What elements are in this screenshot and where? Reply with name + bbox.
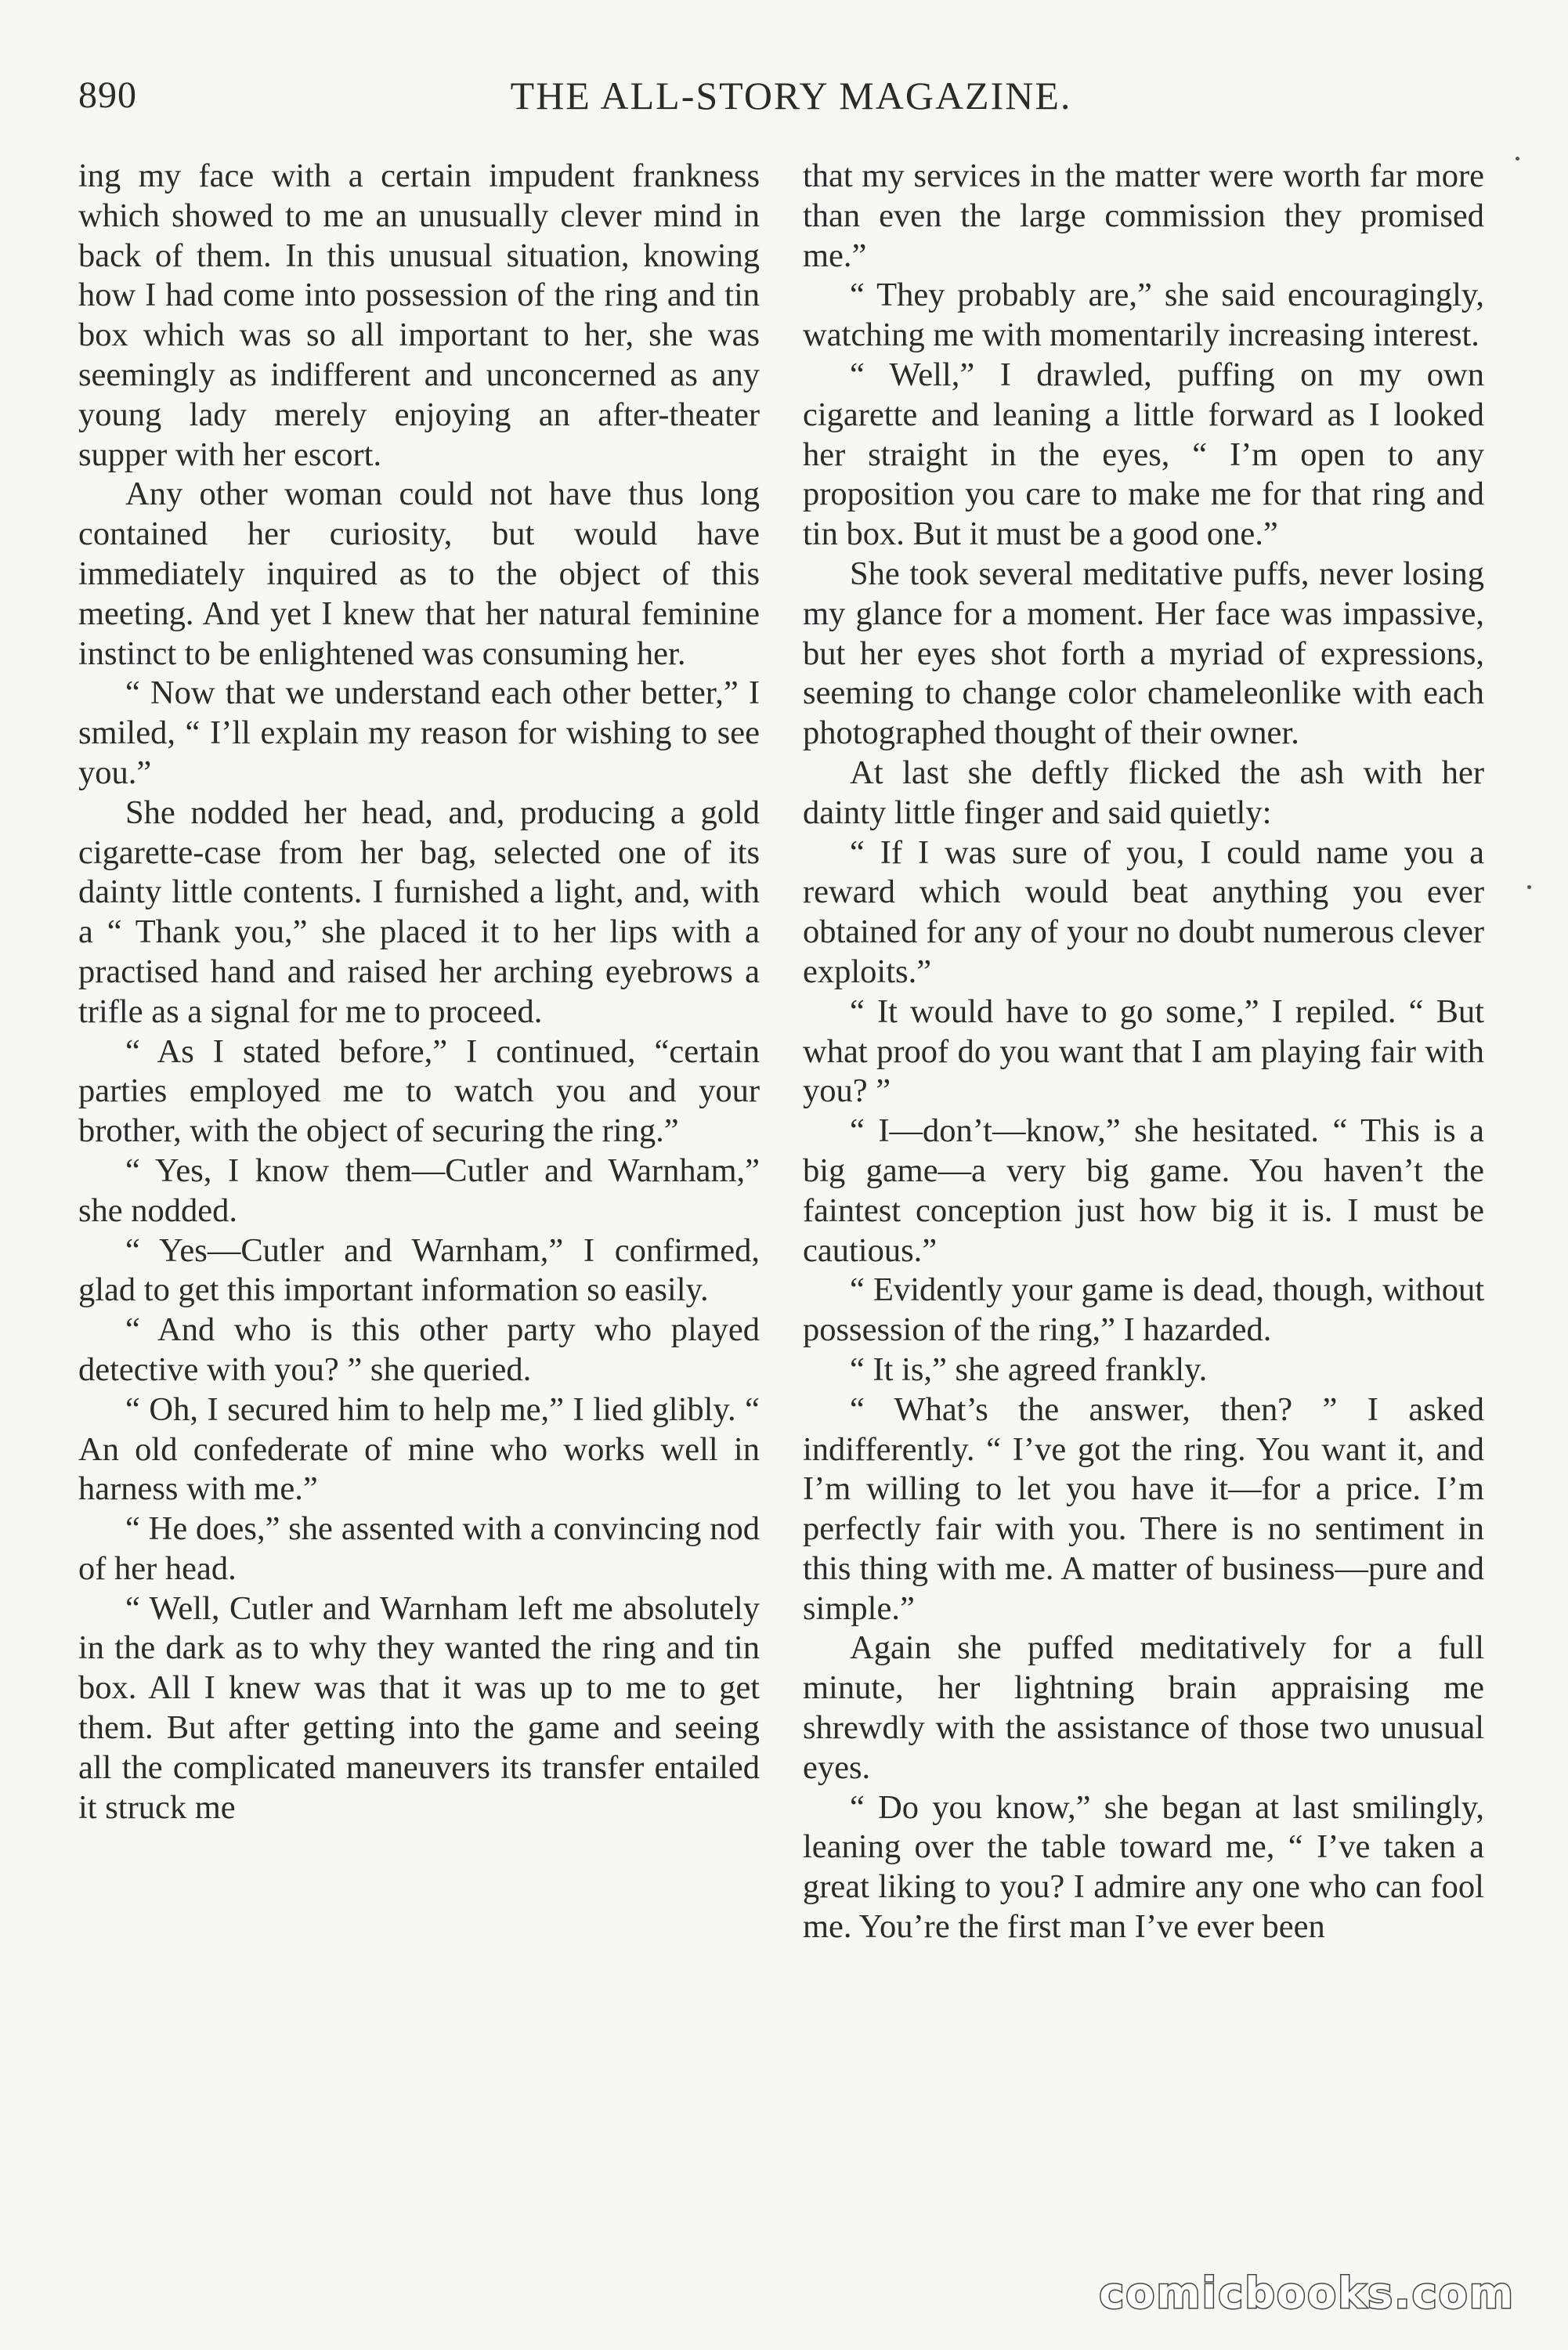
running-head: THE ALL-STORY MAGAZINE.: [510, 74, 1072, 118]
print-speck: [1516, 157, 1519, 161]
paragraph: “ Do you know,” she began at last smilingly, leaning over the table toward me, “ I’ve taken a great liking to you? I admire any one who can fool me. You’re the first man I’ve ever been: [803, 1788, 1484, 1946]
paragraph: “ It is,” she agreed frankly.: [850, 1350, 1208, 1388]
paragraph: ing my face with a certain impudent frankness which showed to me an unusually clever mind in back of them. In this unusual situation, knowing how I had come into possession of the ring and tin box which was so all important to her, she was seemingly as indifferent and unconcerned as any young lady merely enjoying an after-theater supper with her escort.: [78, 157, 760, 473]
watermark-logo: comicbooks.com: [1099, 2269, 1515, 2318]
paragraph: Any other woman could not have thus long contained her curiosity, but would have immediately inquired as to the object of this meeting. And yet I knew that her natural feminine instinct to be enlightened was consuming her.: [78, 475, 760, 672]
right-column: [803, 157, 1484, 1947]
paragraph: “ And who is this other party who played detective with you? ” she queried.: [78, 1311, 760, 1388]
paragraph: She took several meditative puffs, never losing my glance for a moment. Her face was impassive, but her eyes shot forth a myriad of expressions, seeming to change color chameleonlike with each photographed thought of their owner.: [803, 555, 1484, 752]
paragraph: “ Now that we understand each other better,” I smiled, “ I’ll explain my reason for wishing to see you.”: [78, 674, 760, 791]
page-number: 890: [78, 74, 137, 116]
paragraph: “ Well, Cutler and Warnham left me absolutely in the dark as to why they wanted the ring and tin box. All I knew was that it was up to me to get them. But after getting into the game and seeing all the complicated maneuvers its transfer entailed it struck me: [78, 1589, 760, 1826]
paragraph: “ Well,” I drawled, puffing on my own cigarette and leaning a little forward as I looked her straight in the eyes, “ I’m open to any proposition you care to make me for that ring and tin box. But it must be a good one.”: [803, 356, 1484, 553]
paragraph: “ Yes—Cutler and Warnham,” I confirmed, glad to get this important information so easily.: [78, 1231, 760, 1309]
paragraph: “ As I stated before,” I continued, “certain parties employed me to watch you and your brother, with the object of securing the ring.”: [78, 1032, 760, 1150]
paragraph: “ I—don’t—know,” she hesitated. “ This is a big game—a very big game. You haven’t the faintest conception just how big it is. I must be cautious.”: [803, 1112, 1484, 1269]
paragraph: “ He does,” she assented with a convincing nod of her head.: [78, 1510, 760, 1587]
left-column: [78, 157, 760, 1828]
paragraph: “ What’s the answer, then? ” I asked indifferently. “ I’ve got the ring. You want it, and I’m willing to let you have it—for a price. I’m perfectly fair with you. There is no sentiment in this thing with me. A matter of business—pure and simple.”: [803, 1390, 1484, 1627]
paragraph: Again she puffed meditatively for a full minute, her lightning brain appraising me shrewdly with the assistance of those two unusual eyes.: [803, 1629, 1484, 1786]
paragraph: “ They probably are,” she said encouragingly, watching me with momentarily increasing interest.: [803, 277, 1484, 354]
print-speck: [1527, 885, 1531, 889]
paragraph: At last she deftly flicked the ash with her dainty little finger and said quietly:: [803, 754, 1484, 831]
paragraph: “ Evidently your game is dead, though, without possession of the ring,” I hazarded.: [803, 1271, 1484, 1349]
paragraph: “ Oh, I secured him to help me,” I lied glibly. “ An old confederate of mine who works well in harness with me.”: [78, 1390, 760, 1508]
paragraph: that my services in the matter were worth far more than even the large commission they promised me.”: [803, 157, 1484, 274]
paragraph: “ Yes, I know them—Cutler and Warnham,” she nodded.: [78, 1152, 760, 1229]
paragraph: She nodded her head, and, producing a gold cigarette-case from her bag, selected one of its dainty little contents. I furnished a light, and, with a “ Thank you,” she placed it to her lips with a practised hand and raised her arching eyebrows a trifle as a signal for me to proceed.: [78, 794, 760, 1030]
paragraph: “ If I was sure of you, I could name you a reward which would beat anything you ever obtained for any of your no doubt numerous clever exploits.”: [803, 833, 1484, 990]
paragraph: “ It would have to go some,” I repiled. “ But what proof do you want that I am playing fair with you? ”: [803, 992, 1484, 1110]
